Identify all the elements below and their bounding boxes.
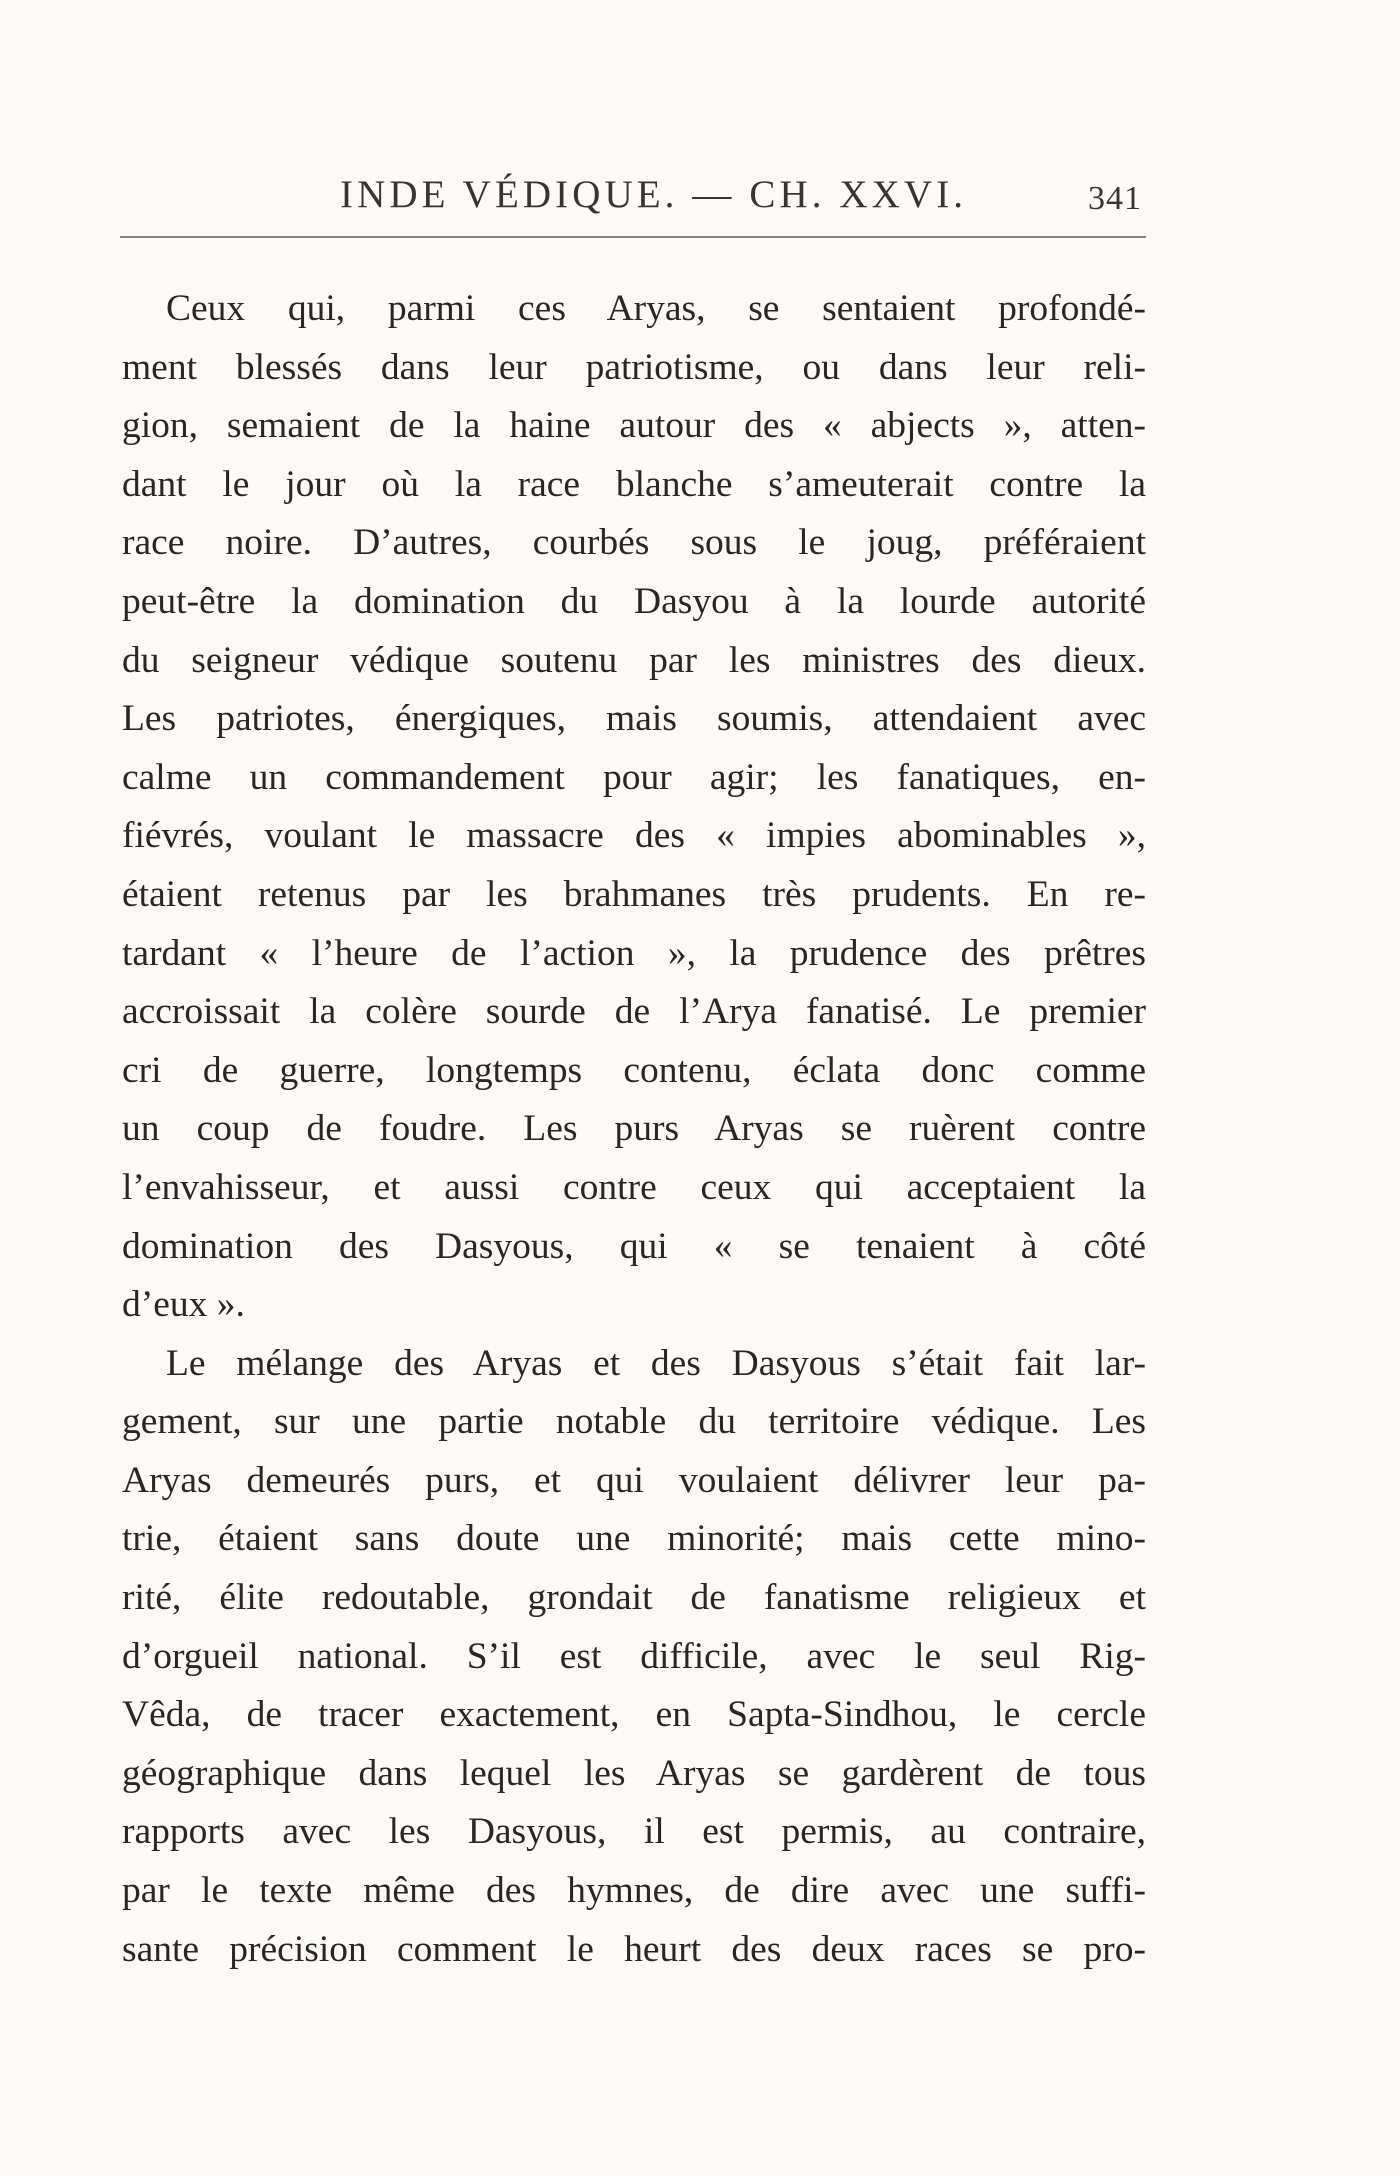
text-line: gement, sur une partie notable du territoire védique. Les: [122, 1401, 1146, 1443]
text-line: rité, élite redoutable, grondait de fanatisme religieux et: [122, 1577, 1146, 1619]
text-line: accroissait la colère sourde de l’Arya fanatisé. Le premier: [122, 991, 1146, 1033]
text-line: d’orgueil national. S’il est difficile, avec le seul Rig-: [122, 1635, 1146, 1677]
text-line: un coup de foudre. Les purs Aryas se ruèrent contre: [122, 1108, 1146, 1150]
text-line: tardant « l’heure de l’action », la prudence des prêtres: [122, 932, 1146, 974]
text-line: race noire. D’autres, courbés sous le joug, préféraient: [122, 522, 1146, 564]
text-line: domination des Dasyous, qui « se tenaient à côté: [122, 1225, 1146, 1267]
text-line: Vêda, de tracer exactement, en Sapta-Sindhou, le cercle: [122, 1694, 1146, 1736]
text-line: ment blessés dans leur patriotisme, ou dans leur reli-: [122, 346, 1146, 388]
text-line: gion, semaient de la haine autour des « abjects », atten-: [122, 405, 1146, 447]
text-line: peut-être la domination du Dasyou à la lourde autorité: [122, 580, 1146, 622]
paragraph-2: [122, 1335, 1146, 1980]
paragraph-1: [122, 280, 1146, 1335]
text-line: rapports avec les Dasyous, il est permis, au contraire,: [122, 1811, 1146, 1853]
running-title: INDE VÉDIQUE. — CH. XXVI.: [340, 173, 968, 216]
text-line: trie, étaient sans doute une minorité; mais cette mino-: [122, 1518, 1146, 1560]
text-line: cri de guerre, longtemps contenu, éclata donc comme: [122, 1049, 1146, 1091]
text-line: Le mélange des Aryas et des Dasyous s’était fait lar-: [166, 1342, 1146, 1384]
text-line: d’eux ».: [122, 1284, 245, 1326]
text-line: géographique dans lequel les Aryas se gardèrent de tous: [122, 1752, 1146, 1794]
text-line: calme un commandement pour agir; les fanatiques, en-: [122, 756, 1146, 798]
text-line: Les patriotes, énergiques, mais soumis, attendaient avec: [122, 698, 1146, 740]
text-line: Aryas demeurés purs, et qui voulaient délivrer leur pa-: [122, 1459, 1146, 1501]
page-number: 341: [1088, 180, 1142, 217]
running-header: [0, 172, 1400, 232]
text-line: sante précision comment le heurt des deux races se pro-: [122, 1928, 1146, 1970]
text-line: l’envahisseur, et aussi contre ceux qui acceptaient la: [122, 1166, 1146, 1208]
text-line: dant le jour où la race blanche s’ameuterait contre la: [122, 463, 1146, 505]
header-rule: [120, 236, 1146, 238]
text-line: Ceux qui, parmi ces Aryas, se sentaient profondé-: [166, 288, 1146, 329]
body-text: [122, 280, 1146, 1979]
text-line: étaient retenus par les brahmanes très prudents. En re-: [122, 873, 1146, 915]
text-line: fiévrés, voulant le massacre des « impies abominables »,: [122, 815, 1146, 857]
text-line: du seigneur védique soutenu par les ministres des dieux.: [122, 639, 1146, 681]
text-line: par le texte même des hymnes, de dire avec une suffi-: [122, 1870, 1146, 1912]
